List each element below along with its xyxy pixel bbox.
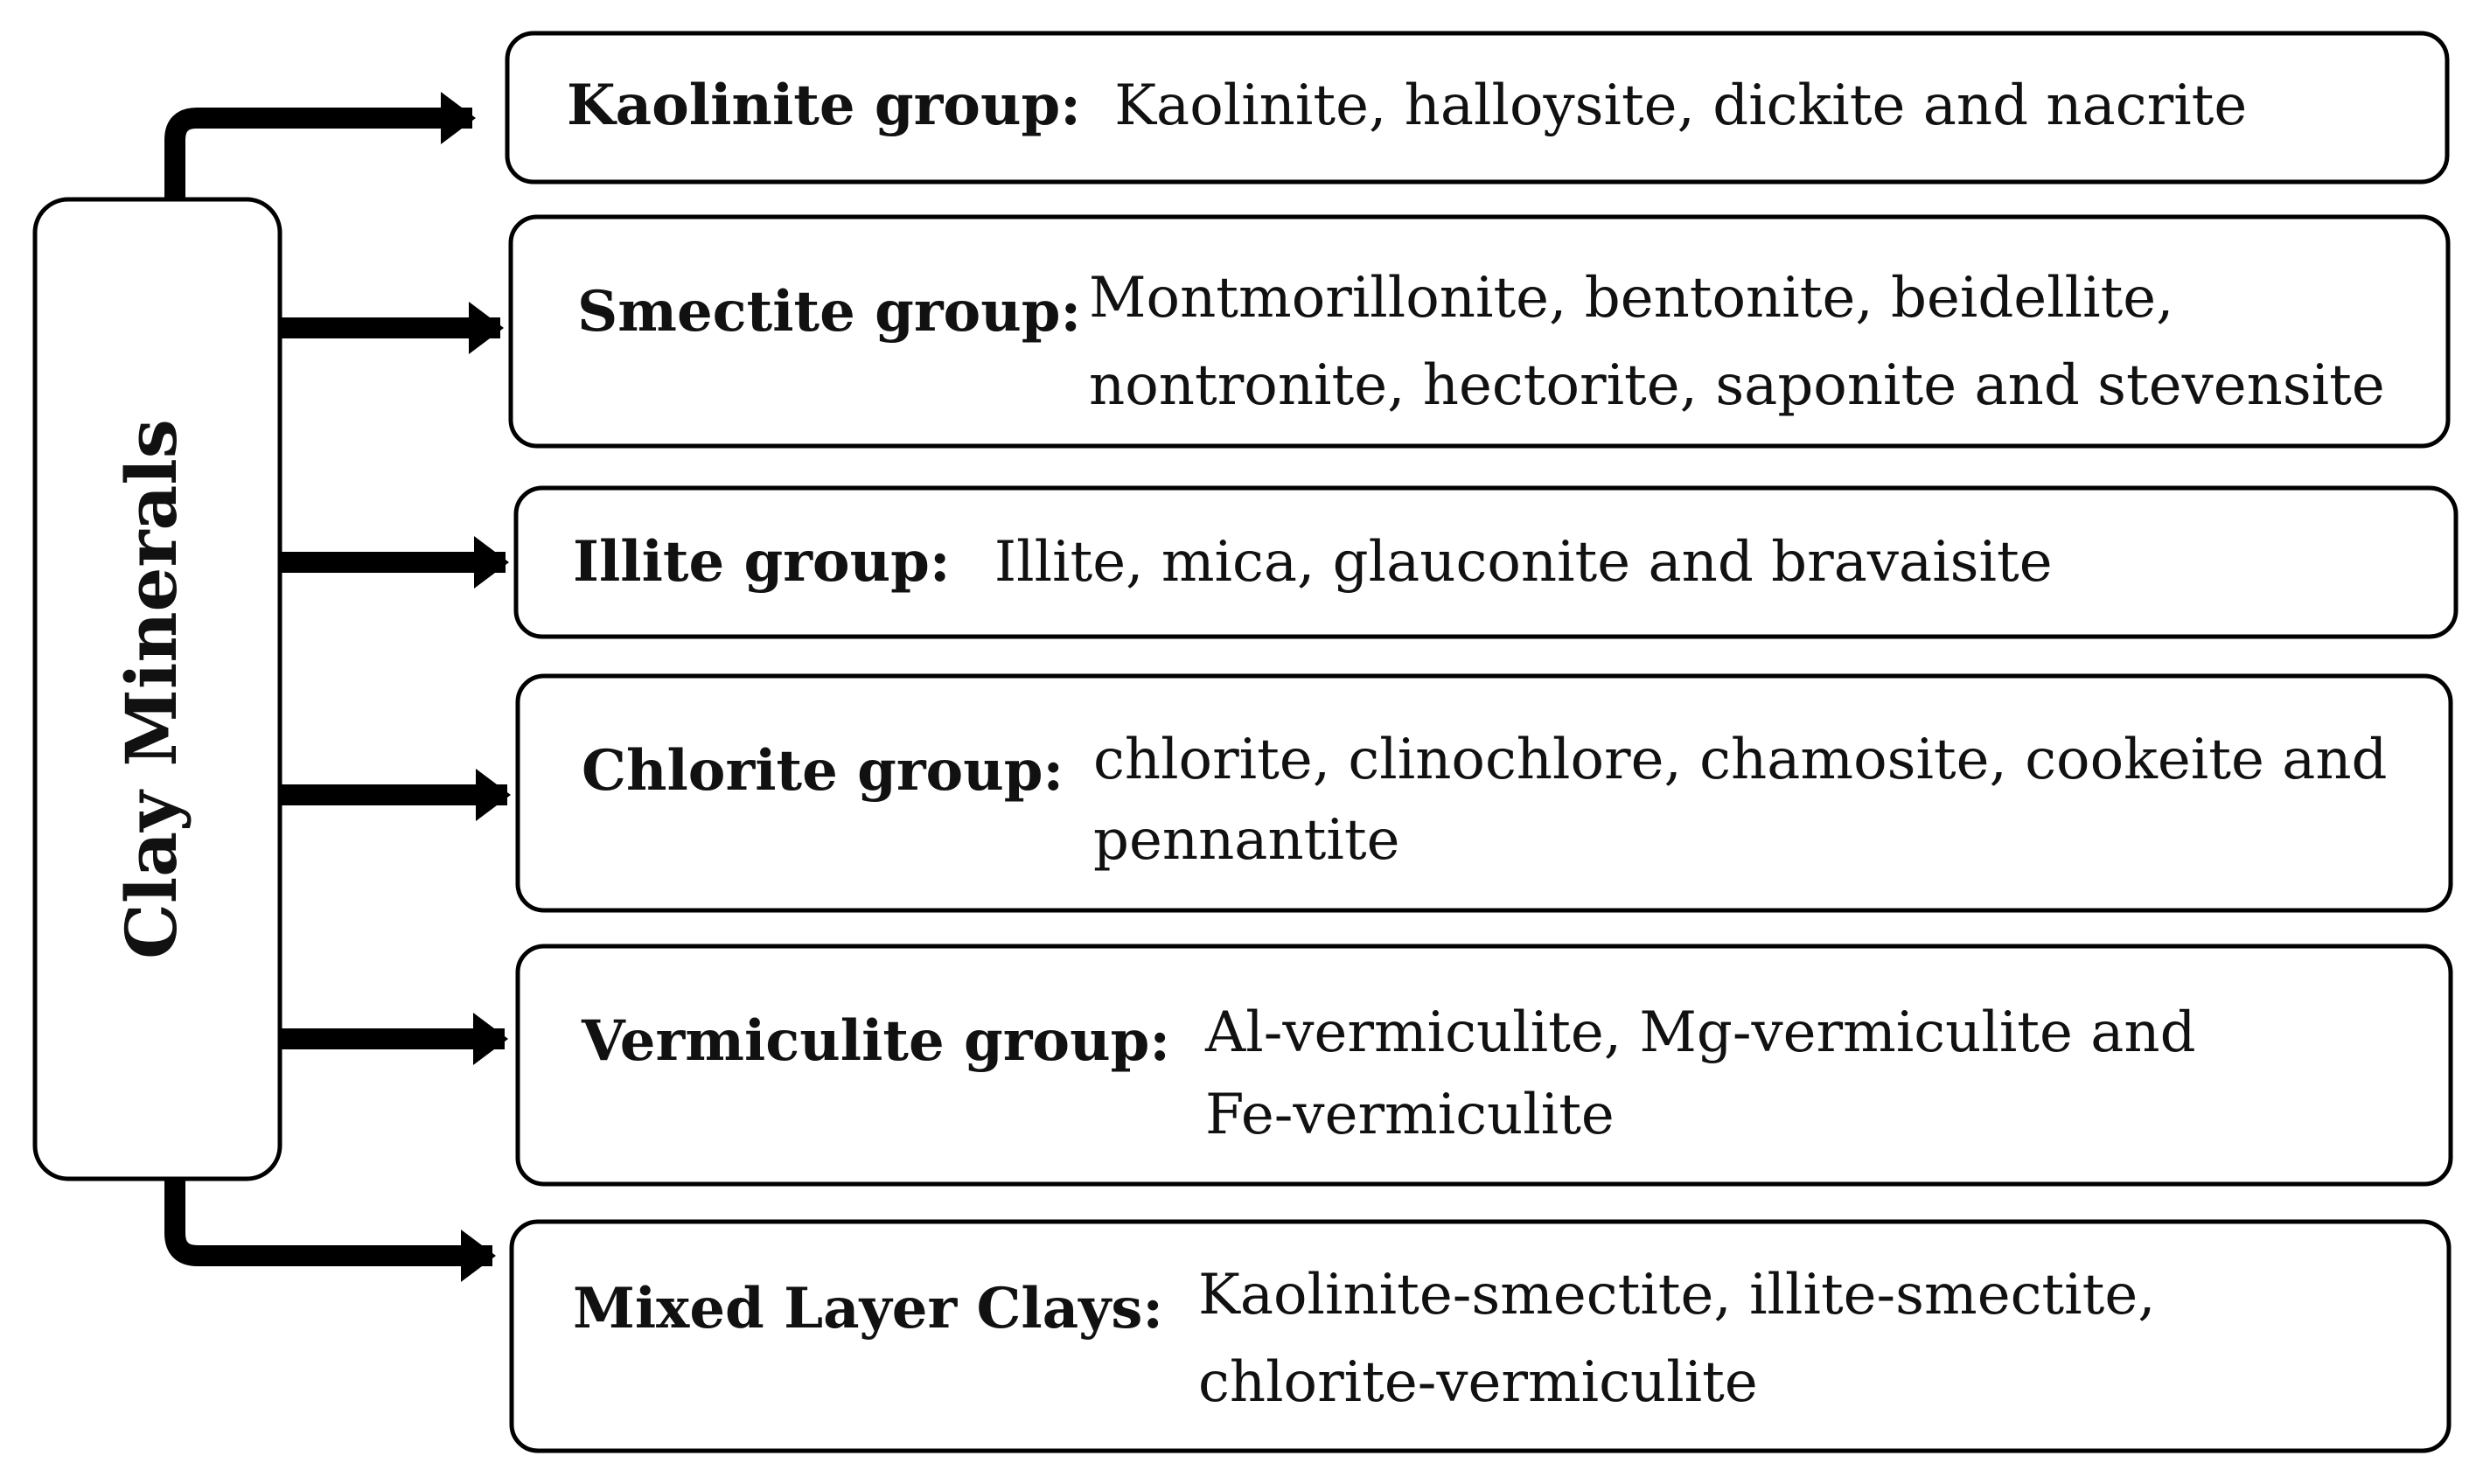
group-members-line: Kaolinite, halloysite, dickite and nacrite [1114,73,2248,138]
group-label: Illite group: [573,529,951,595]
group-illite [516,488,2456,637]
group-mixed-layer [512,1222,2449,1451]
group-chlorite [518,676,2451,910]
group-label: Vermiculite group: [582,1008,1170,1074]
group-members-line: Al-vermiculite, Mg-vermiculite and [1205,1000,2196,1065]
connector-kaolinite [175,118,472,199]
group-text [573,529,2053,595]
group-members-line: Illite, mica, glauconite and bravaisite [994,530,2053,595]
group-members-line: chlorite-vermiculite [1198,1350,1758,1415]
group-label: Mixed Layer Clays: [573,1276,1163,1341]
group-vermiculite [518,946,2451,1184]
group-members-line: nontronite, hectorite, saponite and stevensite [1089,353,2385,418]
connector-mixed-layer [175,1179,492,1256]
group-members-line: chlorite, clinochlore, chamosite, cookeite and [1093,728,2388,792]
group-label: Chlorite group: [582,738,1064,804]
group-kaolinite [507,33,2447,182]
group-members-line: Montmorillonite, bentonite, beidellite, [1089,266,2174,331]
root-label: Clay Minerals [109,419,192,959]
group-members-line: Fe-vermiculite [1205,1083,1615,1147]
group-text [567,73,2247,138]
group-label: Kaolinite group: [567,73,1081,138]
group-smectite [511,217,2448,446]
group-members-line: pennantite [1093,808,1400,873]
root-node [35,199,280,1179]
group-members-line: Kaolinite-smectite, illite-smectite, [1198,1263,2156,1327]
group-label: Smectite group: [577,279,1082,345]
